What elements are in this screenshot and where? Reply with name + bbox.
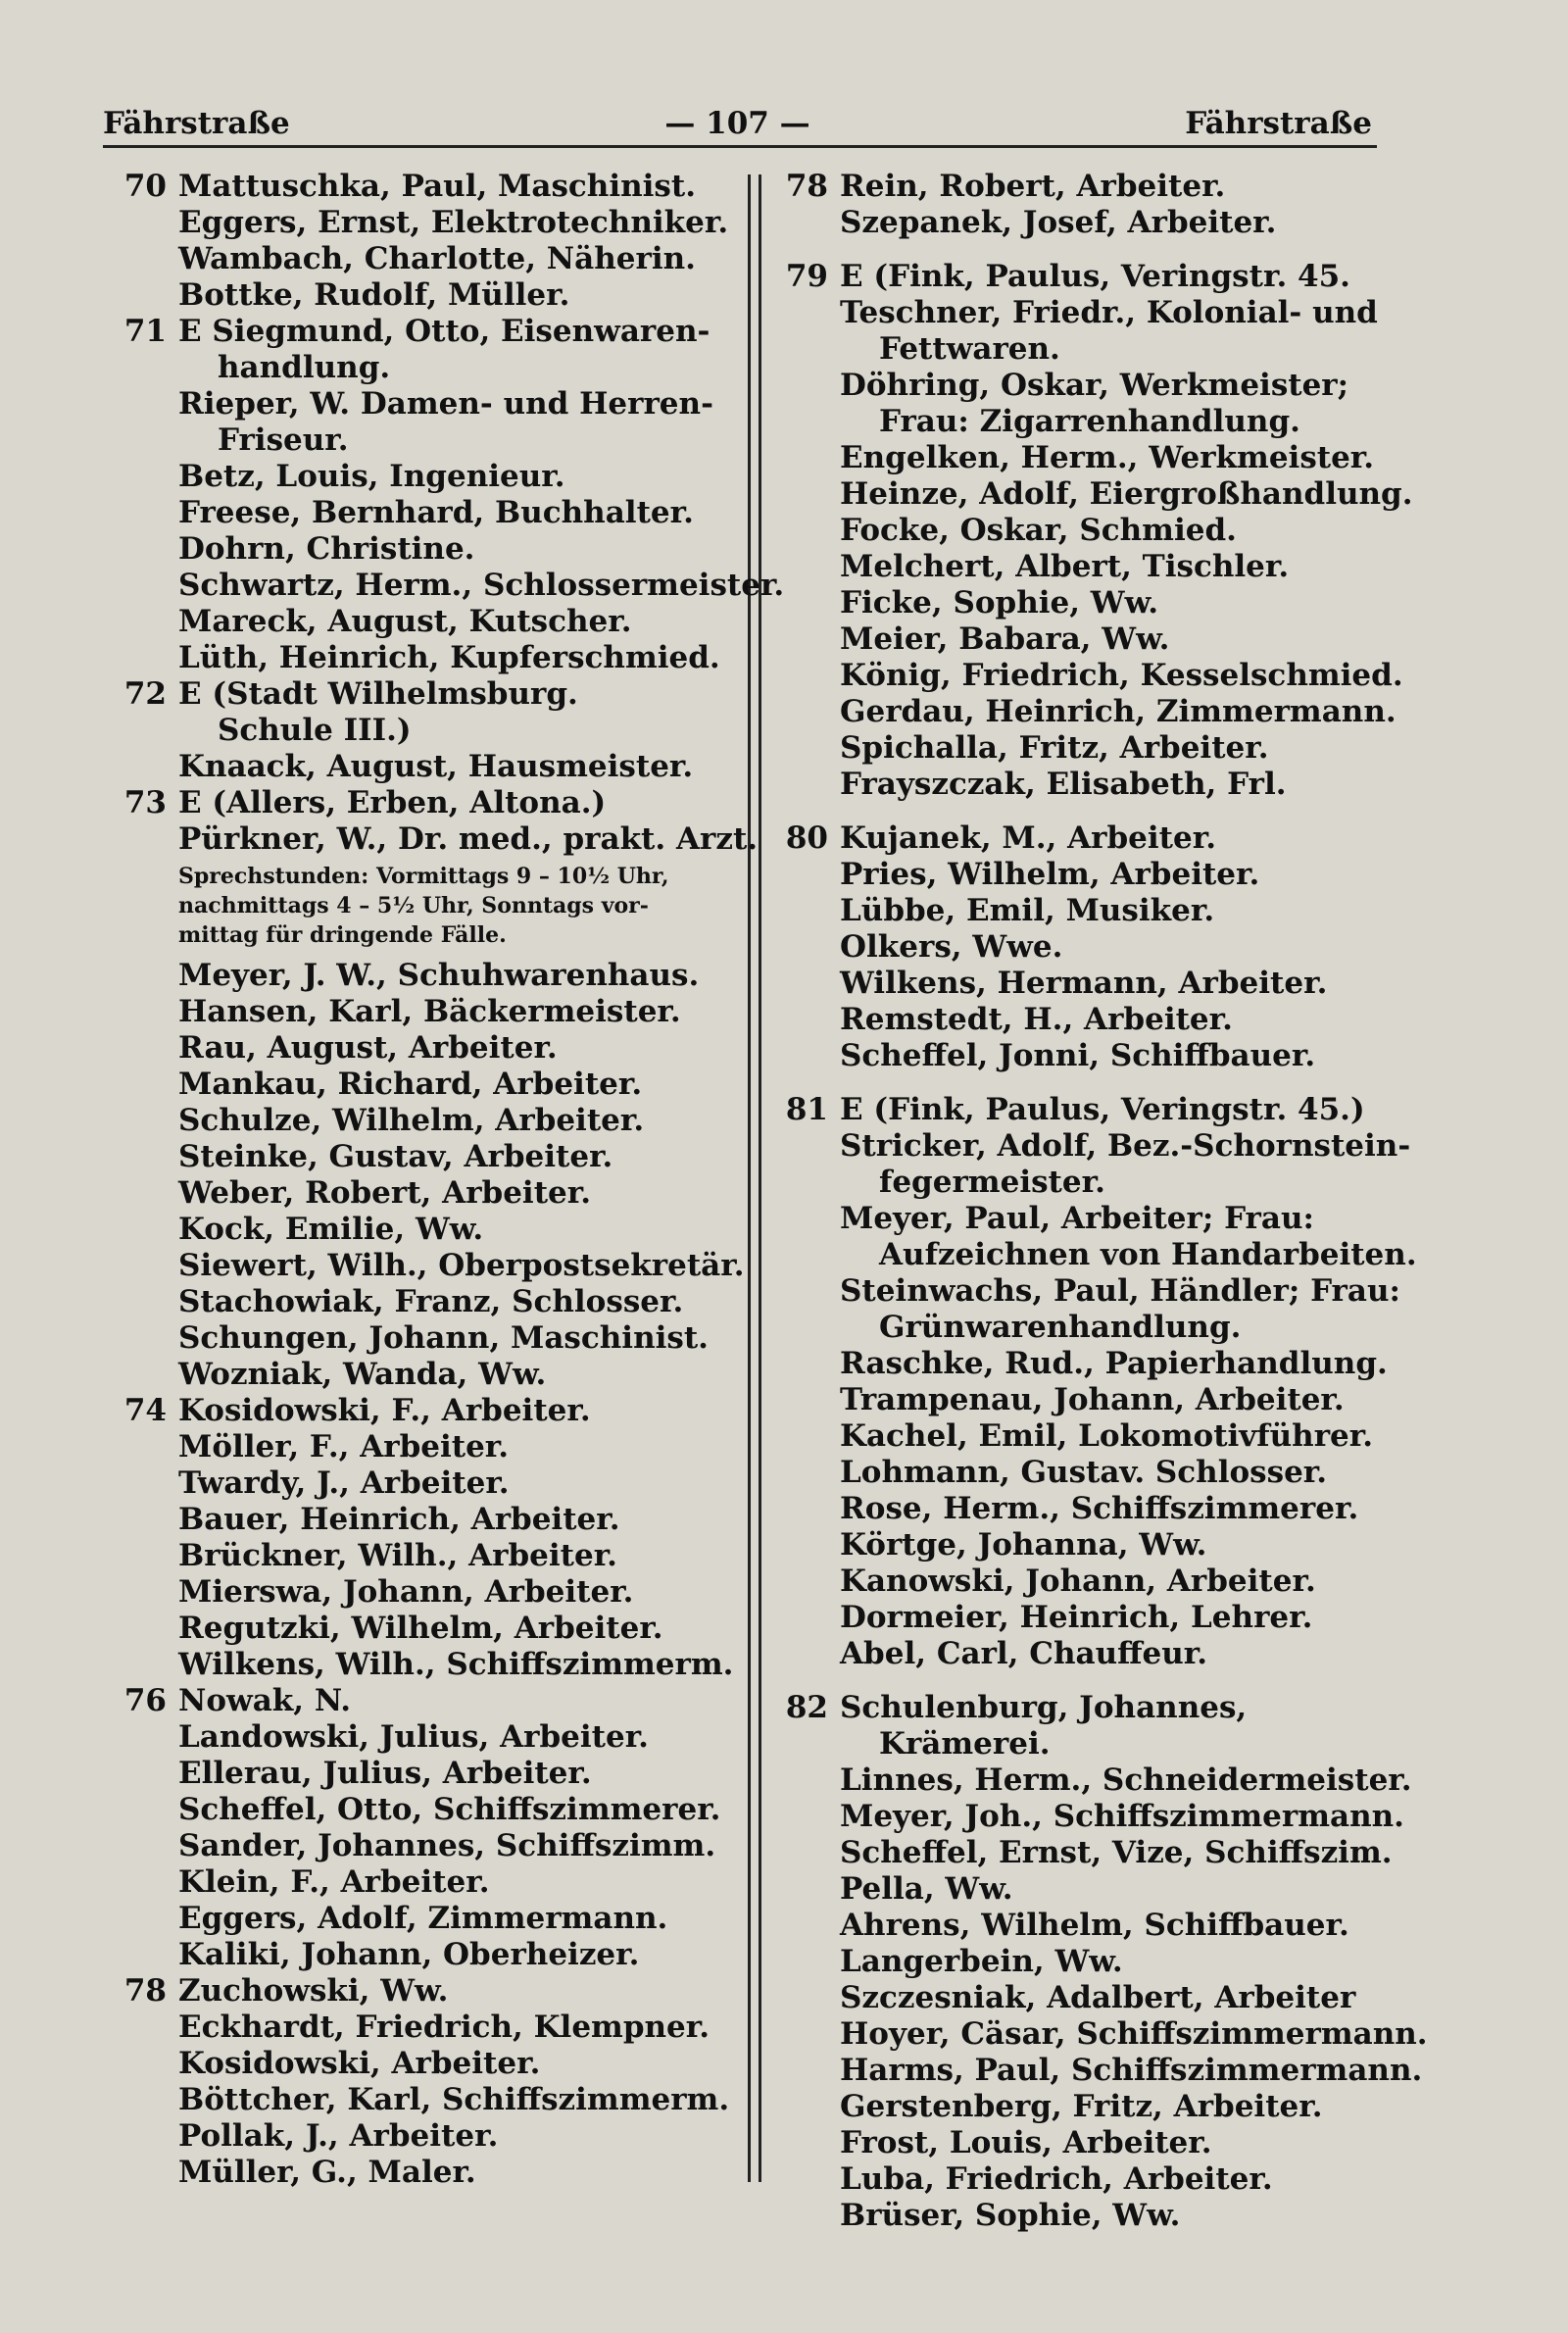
- consultation-hours-note: nachmittags 4 – 5½ Uhr, Sonntags vor-: [178, 893, 649, 918]
- resident-line: Nowak, N.: [178, 1683, 351, 1718]
- resident-line: Pries, Wilhelm, Arbeiter.: [840, 857, 1260, 892]
- resident-line: Ficke, Sophie, Ww.: [840, 585, 1158, 620]
- resident-line: Pella, Ww.: [840, 1871, 1013, 1907]
- house-number: 74: [123, 1393, 167, 1428]
- resident-line: Frau: Zigarrenhandlung.: [879, 404, 1300, 439]
- resident-line: Wozniak, Wanda, Ww.: [178, 1357, 547, 1392]
- resident-line: Mareck, August, Kutscher.: [178, 604, 632, 639]
- resident-line: Rau, August, Arbeiter.: [178, 1030, 558, 1066]
- house-entry: [118, 785, 784, 1393]
- house-entry: [118, 1973, 784, 2191]
- resident-line: Eckhardt, Friedrich, Klempner.: [178, 2010, 710, 2045]
- house-number: 82: [785, 1690, 828, 1725]
- resident-line: Gerstenberg, Fritz, Arbeiter.: [840, 2089, 1323, 2124]
- resident-line: Grünwarenhandlung.: [879, 1310, 1242, 1345]
- resident-line: Twardy, J., Arbeiter.: [178, 1465, 510, 1501]
- page-number: — 107 —: [664, 106, 810, 141]
- resident-line: Mattuschka, Paul, Maschinist.: [178, 169, 696, 204]
- resident-line: Lüth, Heinrich, Kupferschmied.: [178, 640, 720, 675]
- resident-line: Mankau, Richard, Arbeiter.: [178, 1067, 643, 1102]
- resident-line: Schwartz, Herm., Schlossermeister.: [178, 568, 785, 603]
- resident-line: handlung.: [218, 350, 391, 385]
- resident-line: Knaack, August, Hausmeister.: [178, 749, 694, 784]
- resident-line: Kock, Emilie, Ww.: [178, 1212, 484, 1247]
- resident-line: Lohmann, Gustav. Schlosser.: [840, 1455, 1328, 1490]
- resident-line: E (Fink, Paulus, Veringstr. 45.): [840, 1092, 1365, 1127]
- resident-line: Raschke, Rud., Papierhandlung.: [840, 1346, 1388, 1381]
- resident-line: Harms, Paul, Schiffszimmermann.: [840, 2053, 1423, 2088]
- resident-line: Wilkens, Wilh., Schiffszimmerm.: [178, 1647, 734, 1682]
- resident-line: Kosidowski, F., Arbeiter.: [178, 1393, 591, 1428]
- resident-line: Meyer, J. W., Schuhwarenhaus.: [178, 958, 700, 993]
- house-number: 78: [123, 1973, 167, 2009]
- resident-line: Kachel, Emil, Lokomotivführer.: [840, 1418, 1374, 1454]
- resident-line: E (Stadt Wilhelmsburg.: [178, 676, 578, 712]
- resident-line: König, Friedrich, Kesselschmied.: [840, 658, 1403, 693]
- resident-line: Steinke, Gustav, Arbeiter.: [178, 1139, 613, 1174]
- resident-line: Szepanek, Josef, Arbeiter.: [840, 205, 1277, 240]
- resident-line: Zuchowski, Ww.: [178, 1973, 449, 2009]
- resident-line: E Siegmund, Otto, Eisenwaren-: [178, 314, 710, 349]
- resident-line: Fettwaren.: [879, 331, 1060, 367]
- resident-line: Weber, Robert, Arbeiter.: [178, 1175, 592, 1211]
- resident-line: Meier, Babara, Ww.: [840, 621, 1170, 657]
- resident-line: Mierswa, Johann, Arbeiter.: [178, 1574, 634, 1610]
- resident-line: Lübbe, Emil, Musiker.: [840, 893, 1215, 928]
- resident-line: Luba, Friedrich, Arbeiter.: [840, 2161, 1273, 2197]
- house-entry: [779, 1092, 1416, 1672]
- resident-line: Kujanek, M., Arbeiter.: [840, 820, 1217, 856]
- left-column: [118, 169, 784, 2191]
- resident-line: Heinze, Adolf, Eiergroßhandlung.: [840, 476, 1413, 512]
- resident-line: Melchert, Albert, Tischler.: [840, 549, 1290, 584]
- resident-line: Böttcher, Karl, Schiffszimmerm.: [178, 2082, 730, 2117]
- resident-line: Müller, G., Maler.: [178, 2155, 476, 2190]
- resident-line: Krämerei.: [879, 1726, 1051, 1762]
- consultation-hours-note: Sprechstunden: Vormittags 9 – 10½ Uhr,: [178, 864, 669, 889]
- resident-line: Stachowiak, Franz, Schlosser.: [178, 1284, 684, 1319]
- resident-line: Hansen, Karl, Bäckermeister.: [178, 994, 681, 1029]
- resident-line: Körtge, Johanna, Ww.: [840, 1527, 1207, 1563]
- house-entry: [118, 1683, 784, 1973]
- house-entry: [779, 1690, 1428, 2234]
- resident-line: Kanowski, Johann, Arbeiter.: [840, 1564, 1316, 1599]
- resident-line: Abel, Carl, Chauffeur.: [840, 1636, 1208, 1671]
- resident-line: Ahrens, Wilhelm, Schiffbauer.: [840, 1908, 1349, 1943]
- resident-line: Schulenburg, Johannes,: [840, 1690, 1248, 1725]
- house-entry: [118, 1393, 784, 1683]
- house-entry: [779, 169, 1416, 241]
- resident-line: Wambach, Charlotte, Näherin.: [178, 241, 696, 276]
- resident-line: Siewert, Wilh., Oberpostsekretär.: [178, 1248, 745, 1283]
- house-number: 76: [123, 1683, 167, 1718]
- resident-line: Rose, Herm., Schiffszimmerer.: [840, 1491, 1359, 1526]
- resident-line: Ellerau, Julius, Arbeiter.: [178, 1756, 592, 1791]
- resident-line: Brückner, Wilh., Arbeiter.: [178, 1538, 617, 1573]
- house-entry: [779, 820, 1416, 1074]
- resident-line: Trampenau, Johann, Arbeiter.: [840, 1382, 1345, 1417]
- resident-line: Brüser, Sophie, Ww.: [840, 2198, 1181, 2233]
- resident-line: Olkers, Wwe.: [840, 929, 1063, 965]
- resident-line: Klein, F., Arbeiter.: [178, 1864, 490, 1900]
- consultation-hours-note: mittag für dringende Fälle.: [178, 922, 507, 948]
- resident-line: Schungen, Johann, Maschinist.: [178, 1320, 709, 1356]
- resident-line: Gerdau, Heinrich, Zimmermann.: [840, 694, 1396, 729]
- resident-line: Regutzki, Wilhelm, Arbeiter.: [178, 1611, 663, 1646]
- right-column: [779, 169, 1428, 2234]
- resident-line: Linnes, Herm., Schneidermeister.: [840, 1762, 1412, 1798]
- resident-line: Scheffel, Jonni, Schiffbauer.: [840, 1038, 1316, 1073]
- resident-line: Döhring, Oskar, Werkmeister;: [840, 368, 1349, 403]
- header-street-left: Fährstraße: [103, 106, 290, 141]
- resident-line: Sander, Johannes, Schiffszimm.: [178, 1828, 716, 1863]
- resident-line: Rein, Robert, Arbeiter.: [840, 169, 1226, 204]
- resident-line: Scheffel, Otto, Schiffszimmerer.: [178, 1792, 721, 1827]
- resident-line: Kosidowski, Arbeiter.: [178, 2046, 541, 2081]
- resident-line: Landowski, Julius, Arbeiter.: [178, 1719, 649, 1755]
- resident-line: Meyer, Joh., Schiffszimmermann.: [840, 1799, 1404, 1834]
- resident-line: Hoyer, Cäsar, Schiffszimmermann.: [840, 2016, 1428, 2052]
- house-number: 70: [123, 169, 167, 204]
- resident-line: Langerbein, Ww.: [840, 1944, 1123, 1979]
- resident-line: Frost, Louis, Arbeiter.: [840, 2125, 1212, 2160]
- resident-line: E (Allers, Erben, Altona.): [178, 785, 607, 820]
- page-header: [103, 106, 1372, 149]
- resident-line: Freese, Bernhard, Buchhalter.: [178, 495, 694, 530]
- resident-line: Schulze, Wilhelm, Arbeiter.: [178, 1103, 645, 1138]
- resident-line: Bottke, Rudolf, Müller.: [178, 277, 570, 313]
- resident-line: Spichalla, Fritz, Arbeiter.: [840, 730, 1269, 766]
- resident-line: E (Fink, Paulus, Veringstr. 45.: [840, 259, 1350, 294]
- house-number: 80: [785, 820, 828, 856]
- house-number: 81: [785, 1092, 828, 1127]
- resident-line: Frayszczak, Elisabeth, Frl.: [840, 767, 1287, 802]
- header-rule: [103, 145, 1377, 148]
- house-entry: [118, 169, 784, 314]
- resident-line: Rieper, W. Damen- und Herren-: [178, 386, 713, 422]
- header-street-right: Fährstraße: [1185, 106, 1372, 141]
- resident-line: Pürkner, W., Dr. med., prakt. Arzt.: [178, 821, 759, 857]
- resident-line: Scheffel, Ernst, Vize, Schiffszim.: [840, 1835, 1393, 1870]
- resident-line: Kaliki, Johann, Oberheizer.: [178, 1937, 640, 1972]
- resident-line: Friseur.: [218, 422, 349, 458]
- resident-line: Dohrn, Christine.: [178, 531, 475, 567]
- resident-line: Meyer, Paul, Arbeiter; Frau:: [840, 1201, 1314, 1236]
- resident-line: Betz, Louis, Ingenieur.: [178, 459, 565, 494]
- house-entry: [118, 314, 784, 676]
- resident-line: Stricker, Adolf, Bez.-Schornstein-: [840, 1128, 1411, 1164]
- house-number: 73: [123, 785, 167, 820]
- resident-line: Eggers, Ernst, Elektrotechniker.: [178, 205, 729, 240]
- resident-line: Focke, Oskar, Schmied.: [840, 513, 1237, 548]
- resident-line: Wilkens, Hermann, Arbeiter.: [840, 966, 1328, 1001]
- resident-line: fegermeister.: [879, 1165, 1105, 1200]
- resident-line: Schule III.): [218, 713, 412, 748]
- resident-line: Eggers, Adolf, Zimmermann.: [178, 1901, 668, 1936]
- resident-line: Steinwachs, Paul, Händler; Frau:: [840, 1273, 1400, 1309]
- resident-line: Dormeier, Heinrich, Lehrer.: [840, 1600, 1313, 1635]
- house-number: 71: [123, 314, 167, 349]
- resident-line: Bauer, Heinrich, Arbeiter.: [178, 1502, 620, 1537]
- resident-line: Szczesniak, Adalbert, Arbeiter: [840, 1980, 1356, 2015]
- resident-line: Engelken, Herm., Werkmeister.: [840, 440, 1375, 475]
- house-number: 72: [123, 676, 167, 712]
- house-entry: [118, 676, 784, 785]
- resident-line: Aufzeichnen von Handarbeiten.: [879, 1237, 1417, 1272]
- resident-line: Remstedt, H., Arbeiter.: [840, 1002, 1233, 1037]
- resident-line: Pollak, J., Arbeiter.: [178, 2118, 499, 2154]
- house-entry: [779, 259, 1416, 803]
- resident-line: Teschner, Friedr., Kolonial- und: [840, 295, 1378, 330]
- house-number: 79: [785, 259, 828, 294]
- house-number: 78: [785, 169, 828, 204]
- resident-line: Möller, F., Arbeiter.: [178, 1429, 510, 1464]
